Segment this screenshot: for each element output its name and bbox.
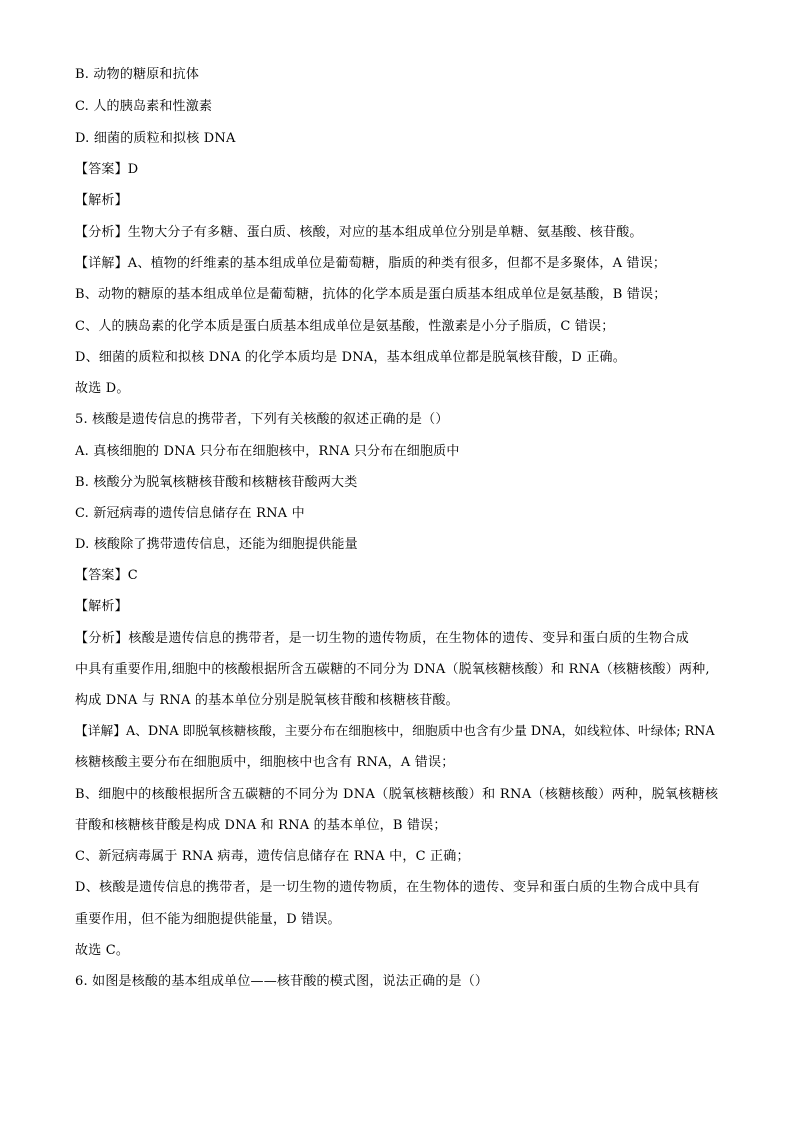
- analysis-text-line: 中具有重要作用,细胞中的核酸根据所含五碳糖的不同分为 DNA（脱氧核糖核酸）和 RNA（核糖核酸）两种,: [75, 662, 710, 677]
- explanation-line: B、动物的糖原的基本组成单位是葡萄糖，抗体的化学本质是蛋白质基本组成单位是氨基酸，B 错误；: [75, 287, 667, 302]
- analysis-text-line: 【分析】生物大分子有多糖、蛋白质、核酸，对应的基本组成单位分别是单糖、氨基酸、核苷酸。: [75, 225, 643, 240]
- option-c-line: C. 新冠病毒的遗传信息储存在 RNA 中: [75, 506, 305, 521]
- explanation-line: 核糖核酸主要分布在细胞质中，细胞核中也含有 RNA，A 错误；: [75, 755, 455, 770]
- option-a-line: A. 真核细胞的 DNA 只分布在细胞核中，RNA 只分布在细胞质中: [75, 444, 460, 459]
- option-c-line: C. 人的胰岛素和性激素: [75, 99, 213, 114]
- explanation-line: 苷酸和核糖核苷酸是构成 DNA 和 RNA 的基本单位，B 错误；: [75, 818, 447, 833]
- option-d-line: D. 细菌的质粒和拟核 DNA: [75, 131, 236, 146]
- option-b-line: B. 动物的糖原和抗体: [75, 67, 200, 82]
- explanation-line: 【详解】A、DNA 即脱氧核糖核酸，主要分布在细胞核中，细胞质中也含有少量 DNA，如线粒体、叶绿体; RNA: [75, 724, 715, 739]
- analysis-heading: 【解析】: [75, 193, 128, 208]
- explanation-line: D、核酸是遗传信息的携带者，是一切生物的遗传物质，在生物体的遗传、变异和蛋白质的生物合成中具有: [75, 880, 700, 895]
- analysis-text-line: 【分析】核酸是遗传信息的携带者，是一切生物的遗传物质，在生物体的遗传、变异和蛋白质的生物合成: [75, 631, 690, 646]
- explanation-line: 【详解】A、植物的纤维素的基本组成单位是葡萄糖，脂质的种类有很多，但都不是多聚体，A 错误；: [75, 256, 667, 271]
- explanation-line: B、细胞中的核酸根据所含五碳糖的不同分为 DNA（脱氧核糖核酸）和 RNA（核糖核酸）两种，脱氧核糖核: [75, 787, 719, 802]
- option-b-line: B. 核酸分为脱氧核糖核苷酸和核糖核苷酸两大类: [75, 475, 358, 490]
- explanation-line: C、人的胰岛素的化学本质是蛋白质基本组成单位是氨基酸，性激素是小分子脂质，C 错误；: [75, 319, 615, 334]
- question-5-stem: 5. 核酸是遗传信息的携带者，下列有关核酸的叙述正确的是（）: [75, 412, 449, 427]
- analysis-text-line: 构成 DNA 与 RNA 的基本单位分别是脱氧核苷酸和核糖核苷酸。: [75, 693, 459, 708]
- conclusion-line: 故选 D。: [75, 381, 130, 396]
- answer-line: 【答案】C: [75, 568, 138, 583]
- analysis-heading: 【解析】: [75, 599, 128, 614]
- question-6-stem: 6. 如图是核酸的基本组成单位——核苷酸的模式图，说法正确的是（）: [75, 974, 489, 989]
- answer-line: 【答案】D: [75, 162, 139, 177]
- conclusion-line: 故选 C。: [75, 943, 130, 958]
- explanation-line: C、新冠病毒属于 RNA 病毒，遗传信息储存在 RNA 中，C 正确；: [75, 849, 470, 864]
- option-d-line: D. 核酸除了携带遗传信息，还能为细胞提供能量: [75, 537, 358, 552]
- explanation-line: D、细菌的质粒和拟核 DNA 的化学本质均是 DNA，基本组成单位都是脱氧核苷酸，D 正确。: [75, 350, 626, 365]
- explanation-line: 重要作用，但不能为细胞提供能量，D 错误。: [75, 912, 341, 927]
